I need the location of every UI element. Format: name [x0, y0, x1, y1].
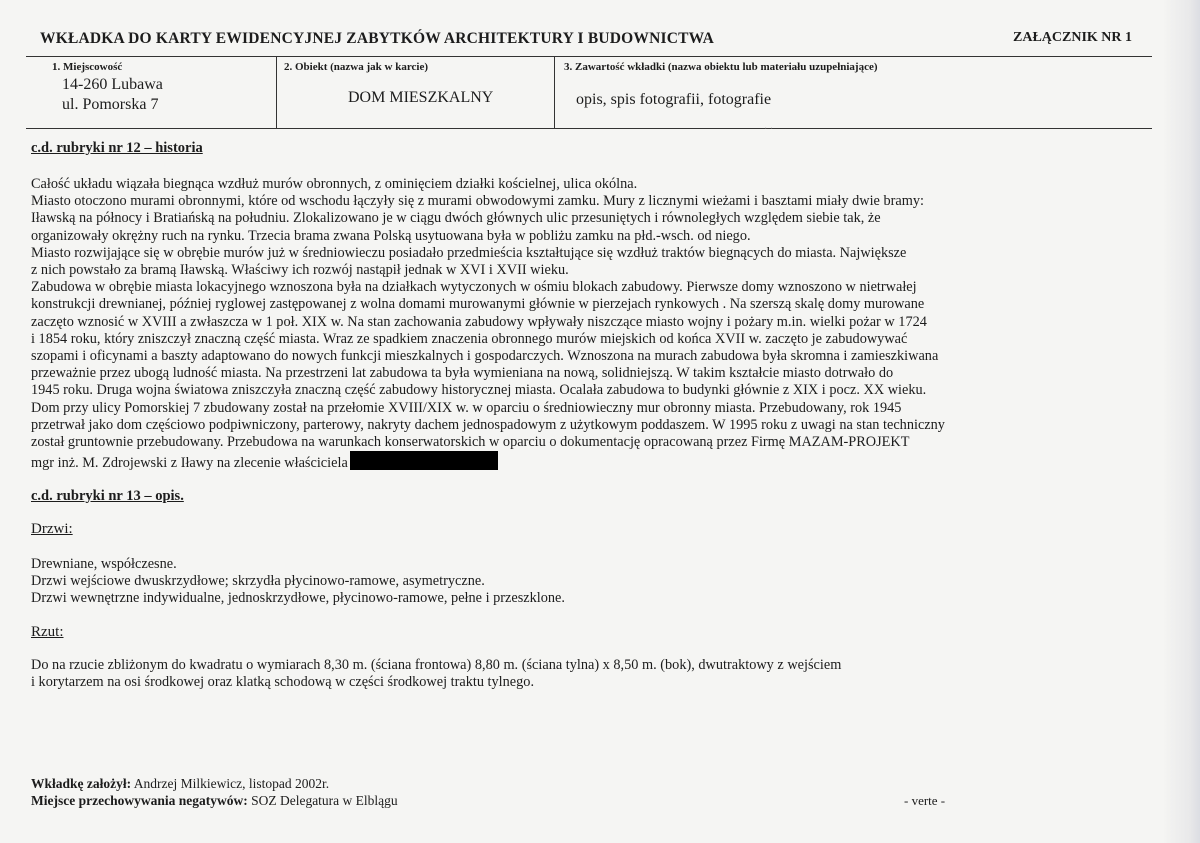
storage-value: SOZ Delegatura w Elblągu: [251, 793, 398, 808]
scan-speck: · ·: [764, 124, 774, 135]
contents-label: 3. Zawartość wkładki (nazwa obiektu lub materiału uzupełniające): [564, 61, 878, 73]
locality-line-1: 14-260 Lubawa: [62, 76, 163, 93]
doors-heading: Drzwi:: [31, 521, 73, 537]
plan-heading: Rzut:: [31, 624, 64, 640]
locality-line-2: ul. Pomorska 7: [62, 96, 159, 113]
scan-edge-shadow: [1164, 0, 1200, 843]
locality-label: 1. Miejscowość: [52, 61, 123, 73]
author-label: Wkładkę założył:: [31, 776, 132, 791]
table-top-border: [26, 56, 1152, 57]
owner-redaction: [350, 451, 498, 470]
author-value: Andrzej Milkiewicz, listopad 2002r.: [133, 776, 330, 791]
table-bottom-border: [26, 128, 1152, 129]
document-title: WKŁADKA DO KARTY EWIDENCYJNEJ ZABYTKÓW ARCHITEKTURY I BUDOWNICTWA: [40, 30, 715, 47]
annex-number: ZAŁĄCZNIK NR 1: [1013, 30, 1133, 45]
plan-text: Do na rzucie zbliżonym do kwadratu o wymiarach 8,30 m. (ściana frontowa) 8,80 m. (ściana tylna) x 8,50 m. (bok), dwutraktowy z wejściem i korytarzem na osi środkowej oraz klatką schodową w części środkowej traktu tylnego.: [31, 657, 842, 691]
table-divider-1: [276, 56, 277, 128]
verte-note: - verte -: [904, 793, 946, 808]
contents-value: opis, spis fotografii, fotografie: [576, 91, 772, 108]
description-heading: c.d. rubryki nr 13 – opis.: [31, 488, 184, 504]
object-label: 2. Obiekt (nazwa jak w karcie): [284, 61, 429, 73]
history-heading: c.d. rubryki nr 12 – historia: [31, 140, 203, 156]
author-line: [31, 776, 329, 792]
doors-text: Drewniane, współczesne. Drzwi wejściowe dwuskrzydłowe; skrzydła płycinowo-ramowe, asymetryczne. Drzwi wewnętrzne indywidualne, jednoskrzydłowe, płycinowo-ramowe, pełne i przeszklone.: [31, 556, 565, 607]
history-text: [31, 176, 1111, 472]
object-value: DOM MIESZKALNY: [348, 89, 494, 106]
table-divider-2: [554, 56, 555, 128]
history-body: Całość układu wiązała biegnąca wzdłuż murów obronnych, z ominięciem działki kościelnej, ulica okólna. Miasto otoczono murami obronnymi, które od wschodu łączyły się z murami obwodowymi zamku. Mury z licznymi wieżami i basztami miały dwie bramy: Iławską na północy i Bratiańską na południu. Zlokalizowano je w ciągu dwóch głównych ulic przesuniętych i równoległych względem siebie tak, że organizowały okrężny ruch na rynku. Trzecia brama zwana Polską usytuowana była w pobliżu zamku na płd.-wsch. od niego. Miasto rozwijające się w obrębie murów już w średniowieczu posiadało przedmieścia kształtujące się wzdłuż traktów biegnących do miasta. Największe z nich powstało za bramą Iławską. Właściwy ich rozwój nastąpił jednak w XVI i XVII wieku. Zabudowa w obrębie miasta lokacyjnego wznoszona była na działkach wytyczonych w ośmiu blokach zabudowy. Pierwsze domy wznoszono w nietrwałej konstrukcji drewnianej, później ryglowej zastępowanej z wolna domami murowanymi głównie w pierzejach rynkowych . Na szerszą skalę domy murowane zaczęto wznosić w XVIII a zwłaszcza w 1 poł. XIX w. Na stan zachowania zabudowy wpływały niszczące miasto wojny i pożary m.in. wielki pożar w 1724 i 1854 roku, który zniszczył znaczną część miasta. Wraz ze spadkiem znaczenia obronnego murów miejskich od końca XVII w. zaczęto je zabudowywać szopami i oficynami a baszty adaptowano do nowych funkcji mieszkalnych i gospodarczych. Wznoszona na murach zabudowa była skromna i zamieszkiwana przeważnie przez ubogą ludność miasta. Na przestrzeni lat zabudowa ta była wymieniana na nową, solidniejszą. W takim kształcie miasto dotrwało do 1945 roku. Druga wojna światowa zniszczyła znaczną część zabudowy historycznej miasta. Ocalała zabudowa to budynki głównie z XIX i pocz. XX wieku. Dom przy ulicy Pomorskiej 7 zbudowany został na przełomie XVIII/XIX w. w oparciu o średniowieczny mur obronny miasta. Przebudowany, rok 1945 przetrwał jako dom częściowo podpiwniczony, parterowy, nakryty dachem jednospadowym z użytkowym poddaszem. W 1995 roku z uwagi na stan techniczny został gruntownie przebudowany. Przebudowa na warunkach konserwatorskich w oparciu o dokumentację opracowaną przez Firmę MAZAM-PROJEKT mgr inż. M. Zdrojewski z Iławy na zlecenie właściciela: [31, 176, 945, 472]
storage-line: [31, 793, 398, 809]
storage-label: Miejsce przechowywania negatywów:: [31, 793, 248, 808]
